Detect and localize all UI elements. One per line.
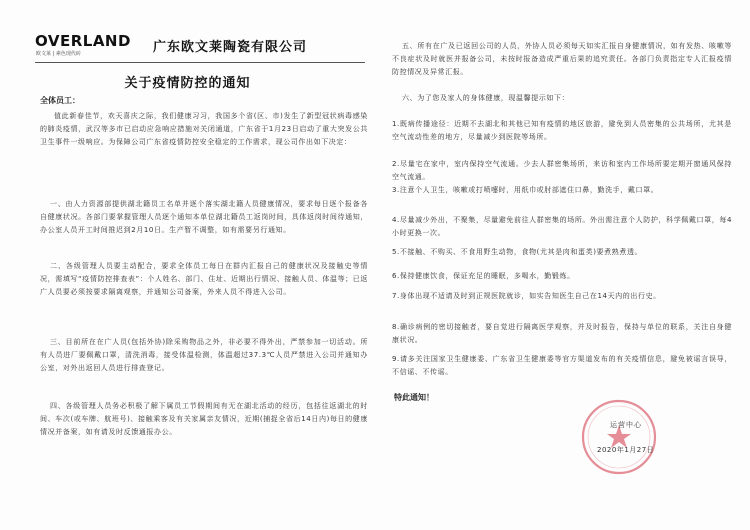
sign-date: 2020年1月27日 (597, 446, 655, 454)
notice-title: 关于疫情防控的通知 (124, 76, 251, 91)
tip-item: 7.身体出现不适请及时到正规医院就诊，如实告知医生自己在14天内的出行史。 (392, 292, 661, 300)
greeting: 全体员工： (40, 96, 80, 105)
tip-item: 3.注意个人卫生，咳嗽或打喷嚏时，用纸巾或肘部遮住口鼻，勤洗手，戴口罩。 (392, 186, 659, 194)
header-divider (35, 62, 365, 63)
item-3: 三、目前所在在广人员(包括外协)除采购物品之外，非必要不得外出，严禁参加一切活动。所有人员进厂要佩戴口罩，清洗消毒，接受体温检测，体温超过37.3℃人员严禁进入公司并通知办公室，对外出返回人员进行排查登记。 (40, 338, 368, 373)
tip-item: 9.请多关注国家卫生健康委、广东省卫生健康委等官方渠道发布的有关疫情信息，避免被谣言误导，不信谣、不传谣。 (392, 355, 732, 377)
tip-item: 6.保持健康饮食，保证充足的睡眠，多喝水，勤锻炼。 (392, 272, 575, 280)
tip-item: 2.尽量宅在家中，室内保持空气流通。少去人群密集场所，来访和室内工作场所要定期开窗通风保持空气流通。 (392, 160, 732, 182)
closing-line: 特此通知！ (394, 393, 434, 402)
item-6: 六、为了您及家人的身体健康，现温馨提示如下： (402, 94, 570, 102)
sign-department: 运营中心 (610, 421, 642, 429)
company-logo: OVERLAND (35, 32, 131, 50)
item-5: 五、所有在广及已返回公司的人员，外协人员必须每天如实汇报自身健康情况，如有发热、咳嗽等不良症状及时就医并报备公司，未按时报备造成严重后果的追究责任。各部门负责指定专人汇报疫情防控情况及异常汇报。 (392, 42, 732, 77)
intro-paragraph: 值此新春佳节，欢天喜庆之际，我们健康习习，我国多个省(区、市)发生了新型冠状病毒感染的肺炎疫情，武汉等多市已启动应急响应措施对关闭通道，广东省于1月23日启动了重大突发公共卫生事件一级响应。为保障公司广东省疫情防控安全稳定的工作需求，现公司作出如下决定： (40, 112, 368, 147)
item-2: 二、各级管理人员要主动配合，要求全体员工每日在群内汇报自己的健康状况及接触史等情况，需填写“疫情防控排查表”：个人姓名、部门、住址、近期出行情况、接触人员、体温等；已返广人员要必须按要求隔离观察，并通知公司备案，外来人员不得进入公司。 (40, 262, 368, 297)
tip-item: 1.既病传播途径：近期不去湖北和其他已知有疫情的地区旅游，避免到人员密集的公共场所，尤其是空气流动性差的地方，尽量减少到医院等场所。 (392, 120, 732, 142)
logo-tagline: 欧文莱 | 素色现代砖 (36, 51, 81, 57)
tip-item: 8.确诊病例的密切接触者，要自觉进行隔离医学观察，并及时报告，保持与单位的联系，关注自身健康状况。 (392, 323, 732, 345)
item-4: 四、各级管理人员务必积极了解下属员工节假期间有无在湖北活动的经历，包括往返湖北的时间、车次(或车牌、航班号)、接触乘客及有关家属亲友情况，近期(捕捉全省后14日内)每日的健康情况并备案，如有请及时反馈通报办公。 (40, 402, 368, 437)
company-seal-icon (580, 398, 658, 476)
tip-item: 4.尽量减少外出，不聚集，尽量避免前往人群密集的场所。外出需注意个人防护，科学佩戴口罩，每4小时更换一次。 (392, 216, 732, 238)
tip-item: 5.不接触、不购买、不食用野生动物，食物(尤其是肉和蛋类)要煮熟煮透。 (392, 248, 643, 256)
letterhead (35, 32, 365, 62)
company-name: 广东欧文莱陶瓷有限公司 (153, 40, 308, 55)
item-1: 一、由人力资源部提供湖北籍员工名单并逐个落实湖北籍人员健康情况，要求每日逐个报备各自健康状况。各部门要掌握管理人员逐个通知本单位湖北籍员工返岗时间，具体返岗时间待通知，办公室人员开工时间推迟到2月10日。生产暂不调整，如有需要另行通知。 (40, 200, 368, 235)
